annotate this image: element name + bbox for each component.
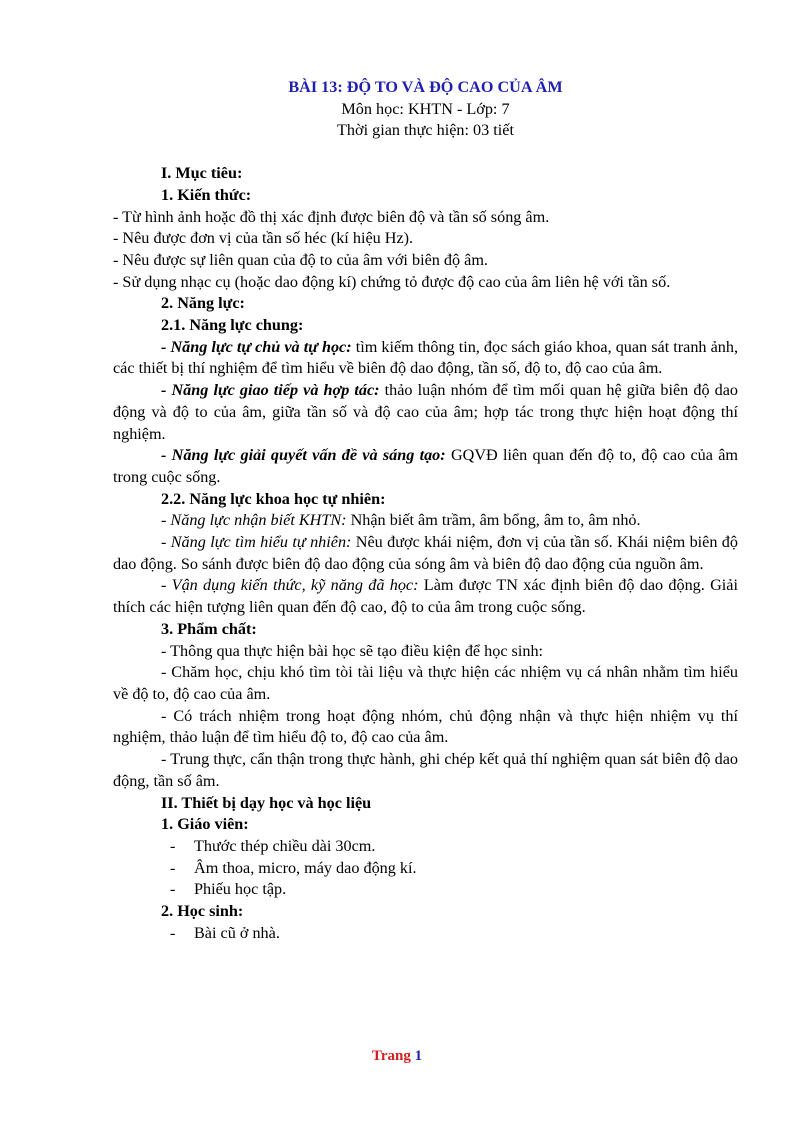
- teacher-item-text: Thước thép chiều dài 30cm.: [194, 836, 376, 855]
- knowledge-item: - Sử dụng nhạc cụ (hoặc dao động kí) chứng tỏ được độ cao của âm liên hệ với tần số.: [113, 272, 671, 291]
- teacher-item-text: Phiếu học tập.: [194, 880, 287, 899]
- competency-label: - Năng lực nhận biết KHTN:: [161, 511, 347, 530]
- science-competency-item: [113, 532, 738, 575]
- student-list: [113, 923, 738, 945]
- science-competency-item: [113, 575, 738, 618]
- teacher-item: [170, 858, 738, 880]
- competency-heading: 2. Năng lực:: [161, 294, 245, 313]
- quality-item: - Có trách nhiệm trong hoạt động nhóm, chủ động nhận và thực hiện nhiệm vụ thí nghiệm, thảo luận để tìm hiểu độ to, độ cao của âm.: [113, 706, 738, 747]
- science-competency-heading: 2.2. Năng lực khoa học tự nhiên:: [161, 489, 386, 508]
- page-number: 1: [414, 1048, 423, 1064]
- competency-text: tìm kiếm thông tin, đọc sách giáo khoa, quan sát tranh ảnh, các thiết bị thí nghiệm để tìm hiểu về biên độ dao động, tần số, độ to, độ cao của âm.: [113, 337, 739, 378]
- subject-line: Môn học: KHTN - Lớp: 7: [341, 99, 510, 118]
- student-heading: 2. Học sinh:: [161, 902, 244, 921]
- document-body: [113, 77, 738, 944]
- duration-line: Thời gian thực hiện: 03 tiết: [337, 121, 514, 140]
- section-equipment-heading: II. Thiết bị dạy học và học liệu: [161, 793, 372, 812]
- knowledge-item: - Nêu được đơn vị của tần số héc (kí hiệu Hz).: [113, 229, 414, 248]
- section-objectives-heading: I. Mục tiêu:: [161, 164, 243, 183]
- quality-item: - Chăm học, chịu khó tìm tòi tài liệu và thực hiện các nhiệm vụ cá nhân nhằm tìm hiểu về độ to, độ cao của âm.: [113, 663, 738, 703]
- general-competency-item: [113, 445, 738, 488]
- competency-text: Làm được TN xác định biên độ dao động. Giải thích các hiện tượng liên quan đến độ cao, độ to của âm trong cuộc sống.: [113, 576, 738, 617]
- teacher-list: [113, 836, 738, 901]
- quality-item: - Trung thực, cẩn thận trong thực hành, ghi chép kết quả thí nghiệm quan sát biên độ dao động, tần số âm.: [113, 750, 738, 790]
- competency-label: - Năng lực giải quyết vấn đề và sáng tạo:: [161, 446, 446, 465]
- page-label: Trang: [371, 1048, 411, 1064]
- qualities-heading: 3. Phẩm chất:: [161, 619, 257, 638]
- teacher-item: [170, 879, 738, 901]
- lesson-title: BÀI 13: ĐỘ TO VÀ ĐỘ CAO CỦA ÂM: [288, 78, 563, 96]
- teacher-item: [170, 836, 738, 858]
- competency-text: Nhận biết âm trầm, âm bổng, âm to, âm nhỏ.: [346, 511, 641, 530]
- general-competency-heading: 2.1. Năng lực chung:: [161, 316, 304, 335]
- quality-item: - Thông qua thực hiện bài học sẽ tạo điều kiện để học sinh:: [161, 641, 544, 660]
- competency-label: - Năng lực tìm hiểu tự nhiên:: [161, 533, 352, 552]
- competency-text: Nêu được khái niệm, đơn vị của tần số. Khái niệm biên độ dao động. So sánh được biên độ dao động của sóng âm và biên độ dao động của nguồn âm.: [113, 533, 738, 573]
- page-footer: [0, 1048, 794, 1065]
- teacher-item-text: Âm thoa, micro, máy dao động kí.: [194, 858, 417, 877]
- competency-label: - Năng lực giao tiếp và hợp tác:: [161, 381, 380, 400]
- competency-text: thảo luận nhóm để tìm mối quan hệ giữa biên độ dao động và độ to của âm, giữa tần số và độ cao của âm; hợp tác trong thực hiện hoạt động thí nghiệm.: [113, 381, 739, 443]
- competency-text: GQVĐ liên quan đến độ to, độ cao của âm trong cuộc sống.: [113, 446, 738, 486]
- knowledge-item: - Từ hình ảnh hoặc đồ thị xác định được biên độ và tần số sóng âm.: [113, 207, 550, 226]
- list-dash: -: [170, 880, 176, 899]
- teacher-heading: 1. Giáo viên:: [161, 815, 249, 834]
- competency-label: - Năng lực tự chủ và tự học:: [161, 337, 352, 356]
- general-competency-item: [113, 337, 738, 380]
- knowledge-item: - Nêu được sự liên quan của độ to của âm với biên độ âm.: [113, 250, 488, 269]
- student-item-text: Bài cũ ở nhà.: [194, 923, 280, 942]
- list-dash: -: [170, 923, 176, 942]
- list-dash: -: [170, 858, 176, 877]
- knowledge-heading: 1. Kiến thức:: [161, 185, 252, 204]
- student-item: [170, 923, 738, 945]
- science-competency-item: [113, 510, 738, 532]
- list-dash: -: [170, 836, 176, 855]
- competency-label: - Vận dụng kiến thức, kỹ năng đã học:: [161, 576, 419, 595]
- general-competency-item: [113, 380, 738, 445]
